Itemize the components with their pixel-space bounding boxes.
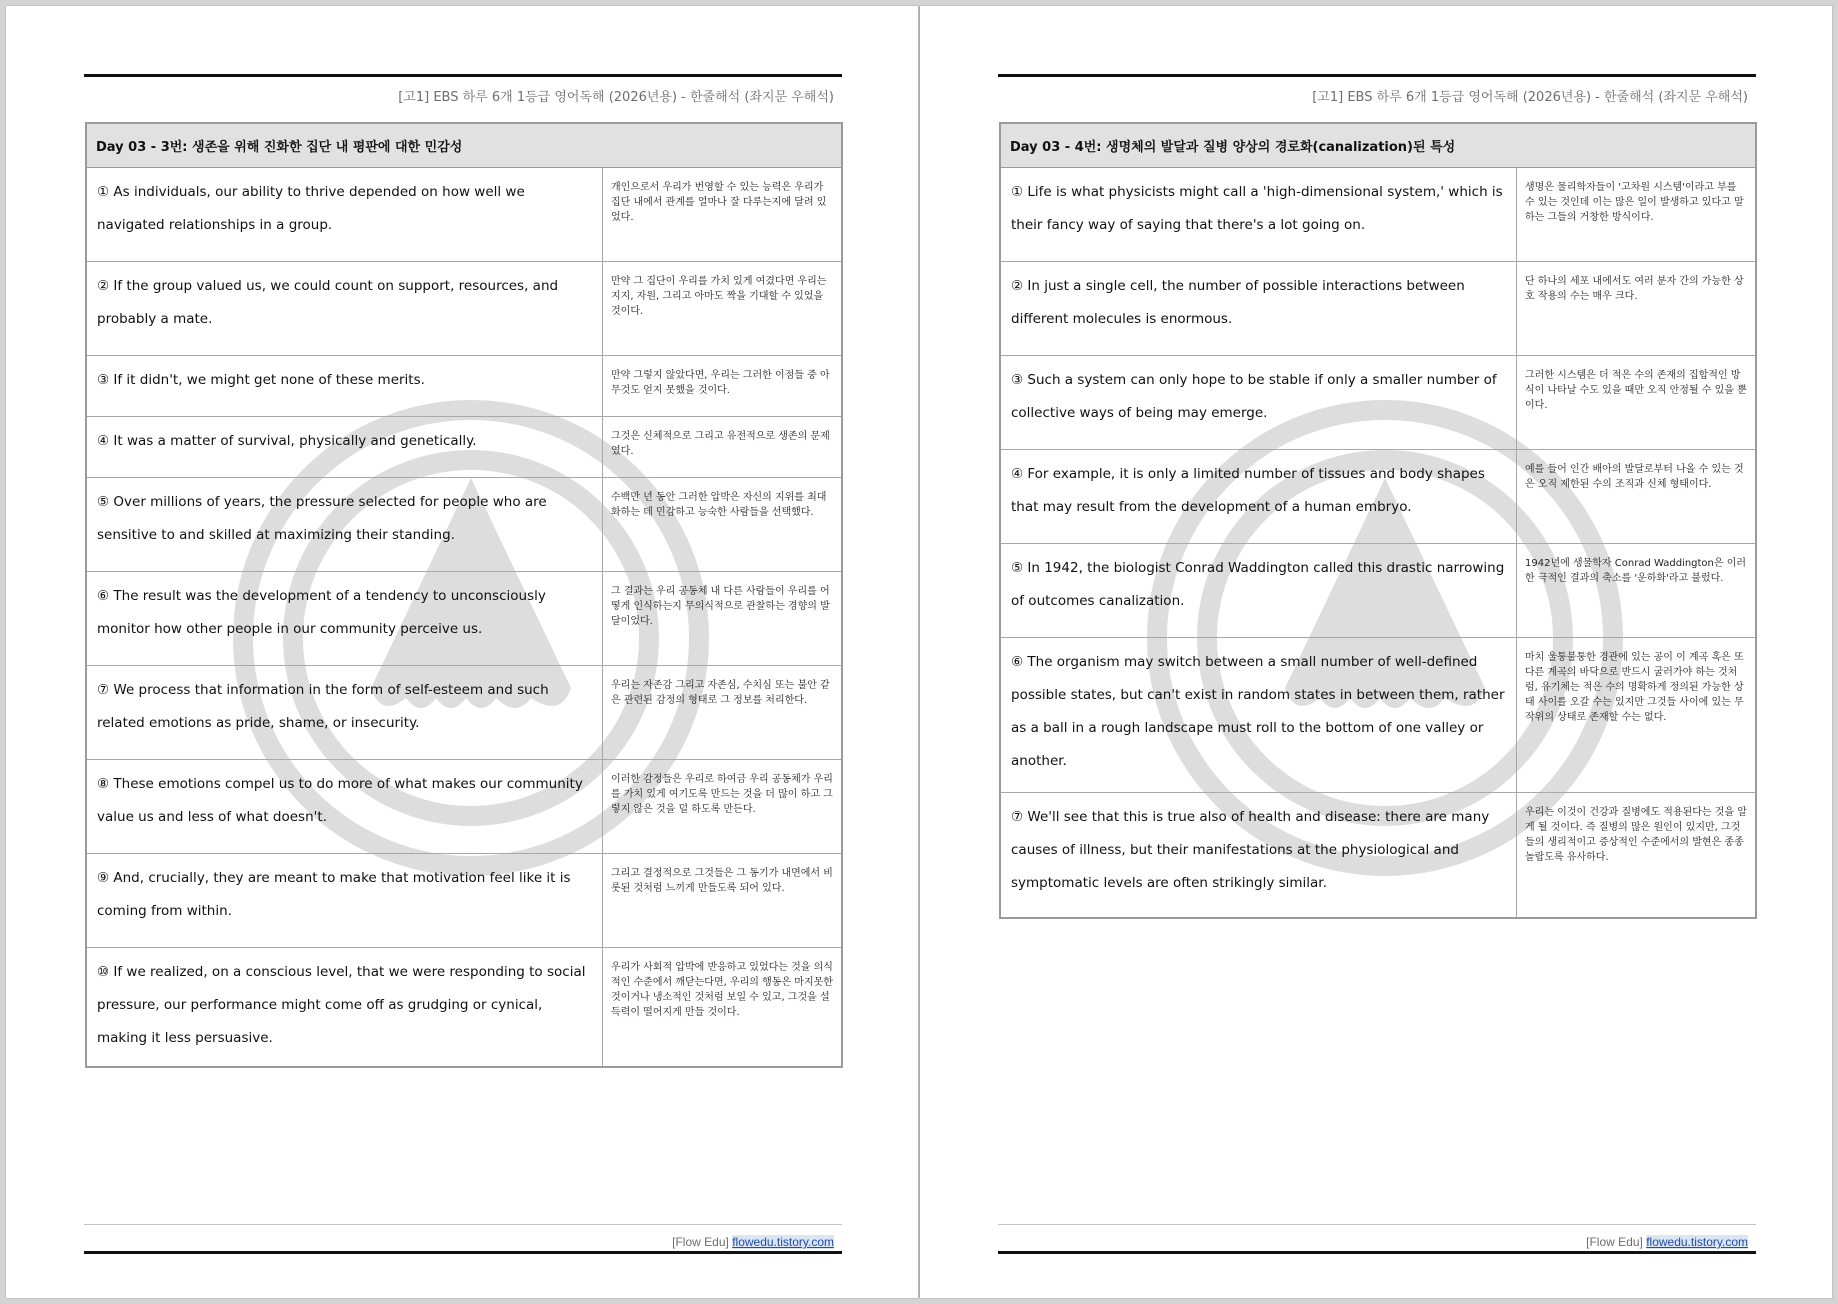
table-row — [86, 854, 842, 948]
table-row — [1000, 262, 1756, 356]
footer-link[interactable]: flowedu.tistory.com — [732, 1235, 834, 1249]
english-sentence: ② In just a single cell, the number of possible interactions between different molecules is enormous. — [1000, 262, 1517, 356]
table-row — [86, 417, 842, 478]
korean-translation: 마치 울퉁불퉁한 경관에 있는 공이 이 계곡 혹은 또 다른 계곡의 바닥으로 반드시 굴러가야 하는 것처럼, 유기체는 적은 수의 명확하게 정의된 가능한 상태 사이를 오갈 수는 있지만 그것들 사이에 있는 무작위의 상태로 존재할 수는 없다. — [1517, 638, 1757, 793]
section-title: Day 03 - 4번: 생명체의 발달과 질병 양상의 경로화(canalization)된 특성 — [1000, 123, 1756, 168]
page-2 — [920, 6, 1832, 1298]
english-sentence: ④ It was a matter of survival, physically and genetically. — [86, 417, 603, 478]
korean-translation: 이러한 감정들은 우리로 하여금 우리 공동체가 우리를 가치 있게 여기도록 만드는 것을 더 많이 하고 그렇지 않은 것을 덜 하도록 만든다. — [603, 760, 843, 854]
english-sentence: ⑥ The result was the development of a tendency to unconsciously monitor how other people in our community perceive us. — [86, 572, 603, 666]
korean-translation: 그리고 결정적으로 그것들은 그 동기가 내면에서 비롯된 것처럼 느끼게 만들도록 되어 있다. — [603, 854, 843, 948]
header-rule — [84, 74, 842, 77]
table-row — [86, 262, 842, 356]
korean-translation: 만약 그 집단이 우리를 가치 있게 여겼다면 우리는 지지, 자원, 그리고 아마도 짝을 기대할 수 있었을 것이다. — [603, 262, 843, 356]
english-sentence: ① As individuals, our ability to thrive depended on how well we navigated relationships in a group. — [86, 168, 603, 262]
page-1 — [6, 6, 918, 1298]
korean-translation: 우리는 이것이 건강과 질병에도 적용된다는 것을 알게 될 것이다. 즉 질병의 많은 원인이 있지만, 그것들의 생리적이고 증상적인 수준에서의 발현은 종종 놀랍도록 유사하다. — [1517, 793, 1757, 919]
footer-brand: [Flow Edu] — [672, 1235, 729, 1249]
korean-translation: 1942년에 생물학자 Conrad Waddington은 이러한 극적인 결과의 축소를 '운하화'라고 불렀다. — [1517, 544, 1757, 638]
translation-table — [999, 122, 1757, 919]
english-sentence: ⑨ And, crucially, they are meant to make that motivation feel like it is coming from within. — [86, 854, 603, 948]
korean-translation: 수백만 년 동안 그러한 압박은 자신의 지위를 최대화하는 데 민감하고 능숙한 사람들을 선택했다. — [603, 478, 843, 572]
table-row — [86, 666, 842, 760]
table-row — [86, 356, 842, 417]
section-title: Day 03 - 3번: 생존을 위해 진화한 집단 내 평판에 대한 민감성 — [86, 123, 842, 168]
footer-rule — [84, 1251, 842, 1254]
table-row — [86, 478, 842, 572]
korean-translation: 그러한 시스템은 더 적은 수의 존재의 집합적인 방식이 나타날 수도 있을 때만 오직 안정될 수 있을 뿐이다. — [1517, 356, 1757, 450]
english-sentence: ⑩ If we realized, on a conscious level, that we were responding to social pressure, our performance might come off as grudging or cynical, making it less persuasive. — [86, 948, 603, 1068]
table-row — [86, 760, 842, 854]
korean-translation: 우리가 사회적 압박에 반응하고 있었다는 것을 의식적인 수준에서 깨닫는다면, 우리의 행동은 마지못한 것이거나 냉소적인 것처럼 보일 수 있고, 그것을 설득력이 떨어지게 만들 것이다. — [603, 948, 843, 1068]
english-sentence: ③ Such a system can only hope to be stable if only a smaller number of collective ways of being may emerge. — [1000, 356, 1517, 450]
page-header: [고1] EBS 하루 6개 1등급 영어독해 (2026년용) - 한줄해석 (좌지문 우해석) — [1312, 90, 1748, 105]
table-row — [86, 168, 842, 262]
english-sentence: ⑤ In 1942, the biologist Conrad Waddington called this drastic narrowing of outcomes canalization. — [1000, 544, 1517, 638]
table-row — [1000, 638, 1756, 793]
korean-translation: 우리는 자존감 그리고 자존심, 수치심 또는 불안 같은 관련된 감정의 형태로 그 정보를 처리한다. — [603, 666, 843, 760]
english-sentence: ③ If it didn't, we might get none of these merits. — [86, 356, 603, 417]
korean-translation: 만약 그렇지 않았다면, 우리는 그러한 이점들 중 아무것도 얻지 못했을 것이다. — [603, 356, 843, 417]
korean-translation: 단 하나의 세포 내에서도 여러 분자 간의 가능한 상호 작용의 수는 매우 크다. — [1517, 262, 1757, 356]
english-sentence: ⑦ We process that information in the form of self-esteem and such related emotions as pride, shame, or insecurity. — [86, 666, 603, 760]
korean-translation: 그것은 신체적으로 그리고 유전적으로 생존의 문제였다. — [603, 417, 843, 478]
translation-table — [85, 122, 843, 1068]
table-row — [86, 572, 842, 666]
footer-brand: [Flow Edu] — [1586, 1235, 1643, 1249]
english-sentence: ② If the group valued us, we could count on support, resources, and probably a mate. — [86, 262, 603, 356]
english-sentence: ⑥ The organism may switch between a small number of well-defined possible states, but can't exist in random states in between them, rather as a ball in a rough landscape must roll to the bottom of one valley or another. — [1000, 638, 1517, 793]
korean-translation: 예를 들어 인간 배아의 발달로부터 나올 수 있는 것은 오직 제한된 수의 조직과 신체 형태이다. — [1517, 450, 1757, 544]
table-row — [1000, 793, 1756, 919]
page-header: [고1] EBS 하루 6개 1등급 영어독해 (2026년용) - 한줄해석 (좌지문 우해석) — [398, 90, 834, 105]
english-sentence: ④ For example, it is only a limited number of tissues and body shapes that may result from the development of a human embryo. — [1000, 450, 1517, 544]
english-sentence: ① Life is what physicists might call a 'high-dimensional system,' which is their fancy way of saying that there's a lot going on. — [1000, 168, 1517, 262]
korean-translation: 개인으로서 우리가 번영할 수 있는 능력은 우리가 집단 내에서 관계를 얼마나 잘 다루는지에 달려 있었다. — [603, 168, 843, 262]
table-row — [86, 948, 842, 1068]
footer-divider — [84, 1224, 842, 1225]
table-row — [1000, 356, 1756, 450]
table-row — [1000, 168, 1756, 262]
english-sentence: ⑧ These emotions compel us to do more of what makes our community value us and less of what doesn't. — [86, 760, 603, 854]
korean-translation: 그 결과는 우리 공동체 내 다른 사람들이 우리를 어떻게 인식하는지 무의식적으로 관찰하는 경향의 발달이었다. — [603, 572, 843, 666]
footer-divider — [998, 1224, 1756, 1225]
table-row — [1000, 450, 1756, 544]
table-row — [1000, 544, 1756, 638]
korean-translation: 생명은 물리학자들이 '고차원 시스템'이라고 부를 수 있는 것인데 이는 많은 일이 발생하고 있다고 말하는 그들의 거창한 방식이다. — [1517, 168, 1757, 262]
page-footer — [998, 1235, 1748, 1249]
english-sentence: ⑦ We'll see that this is true also of health and disease: there are many causes of illness, but their manifestations at the physiological and symptomatic levels are often strikingly similar. — [1000, 793, 1517, 919]
page-footer — [84, 1235, 834, 1249]
footer-rule — [998, 1251, 1756, 1254]
header-rule — [998, 74, 1756, 77]
english-sentence: ⑤ Over millions of years, the pressure selected for people who are sensitive to and skilled at maximizing their standing. — [86, 478, 603, 572]
footer-link[interactable]: flowedu.tistory.com — [1646, 1235, 1748, 1249]
